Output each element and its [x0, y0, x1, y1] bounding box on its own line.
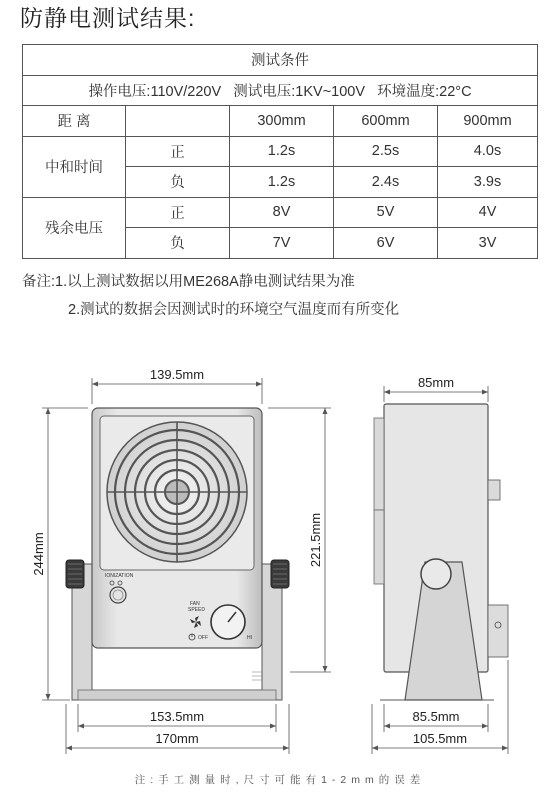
speed-label: SPEED [188, 607, 205, 613]
conditions-cell [23, 75, 538, 106]
sign-cell: 正 [126, 197, 230, 228]
side-view [372, 375, 508, 754]
off-label: OFF [198, 635, 208, 641]
dim-side-width-inner: 85.5mm [412, 709, 460, 724]
value-cell: 1.2s [230, 136, 334, 167]
value-cell: 2.4s [334, 167, 438, 198]
front-view [31, 367, 331, 754]
note-line-1 [22, 270, 355, 291]
value-cell: 3V [438, 228, 538, 259]
distance-cell: 600mm [334, 106, 438, 137]
value-cell: 3.9s [438, 167, 538, 198]
sign-cell: 负 [126, 228, 230, 259]
table-row [23, 75, 538, 106]
sign-cell: 正 [126, 136, 230, 167]
temp-value: 22°C [439, 83, 472, 100]
value-cell: 2.5s [334, 136, 438, 167]
op-voltage-value: 110V/220V [150, 83, 222, 100]
dim-width-outer: 170mm [155, 731, 199, 746]
note-item: 1.以上测试数据以用ME268A静电测试结果为准 [55, 274, 355, 290]
dimension-diagram [0, 340, 560, 760]
op-voltage-label: 操作电压: [88, 83, 151, 100]
value-cell: 7V [230, 228, 334, 259]
fan-label: FAN [190, 601, 200, 607]
dim-side-width-outer: 105.5mm [412, 731, 468, 746]
page-title: 防静电测试结果: [20, 5, 196, 31]
value-cell: 5V [334, 197, 438, 228]
value-cell: 4.0s [438, 136, 538, 167]
dim-width-top: 139.5mm [149, 367, 205, 382]
distance-label: 距 离 [23, 106, 126, 137]
side-pivot [421, 559, 451, 589]
table-row [23, 106, 538, 137]
dim-height-left: 244mm [31, 532, 46, 576]
table-row [23, 45, 538, 76]
hi-label: HI [247, 635, 252, 641]
side-rail-bottom [374, 510, 384, 584]
value-cell: 6V [334, 228, 438, 259]
distance-cell: 900mm [438, 106, 538, 137]
note-item: 2.测试的数据会因测试时的环境空气温度而有所变化 [68, 302, 400, 318]
table-header: 测试条件 [23, 45, 538, 76]
test-voltage-value: 1KV~100V [295, 83, 366, 100]
value-cell: 4V [438, 197, 538, 228]
side-knob [488, 480, 500, 500]
dim-height-right: 221.5mm [308, 512, 323, 568]
table-row [23, 197, 538, 228]
sign-cell: 负 [126, 167, 230, 198]
test-voltage-label: 测试电压: [233, 83, 296, 100]
front-base [78, 690, 276, 700]
ionization-button [110, 587, 126, 603]
measurement-footnote: 注:手工测量时,尺寸可能有1-2mm的误差 [134, 774, 426, 786]
test-results-table [22, 44, 538, 259]
dim-width-inner: 153.5mm [149, 709, 205, 724]
value-cell: 1.2s [230, 167, 334, 198]
table-row [23, 136, 538, 167]
dim-side-width-top: 85mm [417, 375, 455, 390]
note-line-2 [68, 298, 399, 319]
group-label: 残余电压 [23, 197, 126, 258]
distance-cell: 300mm [230, 106, 334, 137]
blank-cell [126, 106, 230, 137]
temp-label: 环境温度: [377, 83, 440, 100]
ionization-label: IONIZATION [105, 573, 134, 579]
side-rail-top [374, 418, 384, 510]
side-back-panel [488, 605, 508, 657]
notes-prefix: 备注: [22, 274, 56, 290]
fan-guard [107, 422, 247, 562]
group-label: 中和时间 [23, 136, 126, 197]
value-cell: 8V [230, 197, 334, 228]
